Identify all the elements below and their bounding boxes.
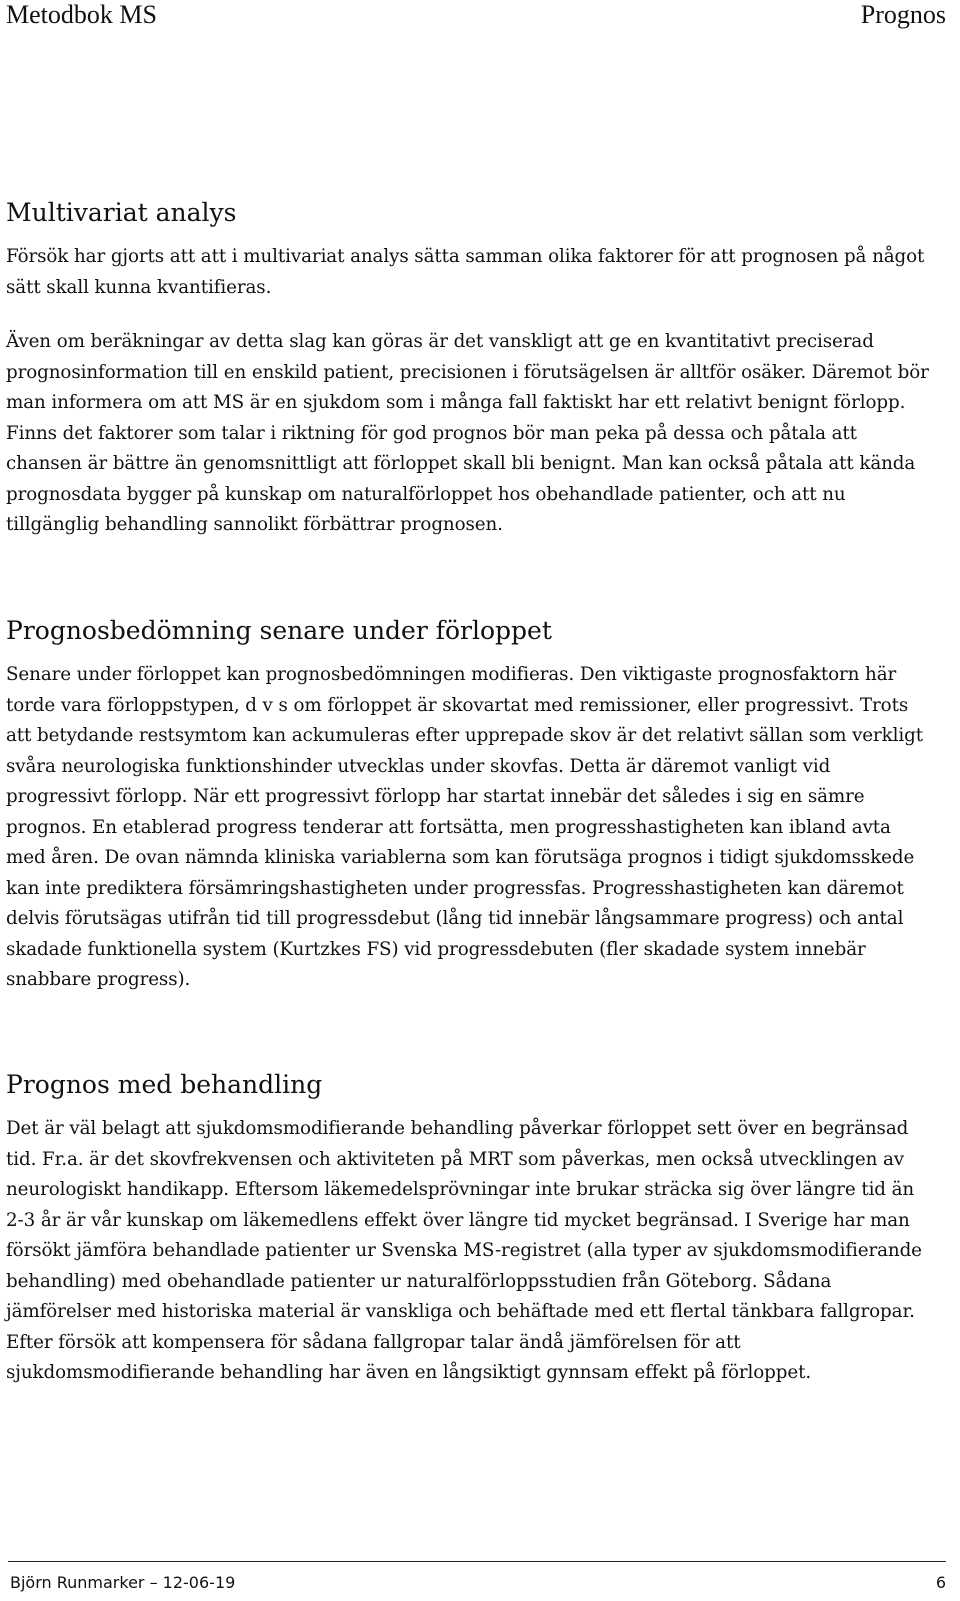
section-multivariat-analys <box>6 196 931 541</box>
section-prognosbedomning <box>6 614 931 996</box>
paragraph: Det är väl belagt att sjukdomsmodifierande behandling påverkar förloppet sett över en begränsad tid. Fr.a. är det skovfrekvensen och aktiviteten på MRT som påverkas, men också utvecklingen av neurologiskt handikapp. Eftersom läkemedelsprövningar inte brukar sträcka sig över längre tid än 2-3 år är vår kunskap om läkemedlens effekt över längre tid mycket begränsad. I Sverige har man försökt jämföra behandlade patienter ur Svenska MS-registret (alla typer av sjukdomsmodifierande behandling) med obehandlade patienter ur naturalförloppsstudien från Göteborg. Sådana jämförelser med historiska material är vanskliga och behäftade med ett flertal tänkbara fallgropar. Efter försök att kompensera för sådana fallgropar talar ändå jämförelsen för att sjukdomsmodifierande behandling har även en långsiktigt gynnsam effekt på förloppet. <box>6 1118 922 1383</box>
section-prognos-med-behandling <box>6 1068 931 1389</box>
section-heading: Multivariat analys <box>6 198 237 227</box>
page-footer <box>10 1572 946 1594</box>
section-heading: Prognosbedömning senare under förloppet <box>6 616 552 645</box>
section-heading: Prognos med behandling <box>6 1070 323 1099</box>
paragraph: Senare under förloppet kan prognosbedömningen modifieras. Den viktigaste prognosfaktorn här torde vara förloppstypen, d v s om förloppet är skovartat med remissioner, eller progressivt. Trots att betydande restsymtom kan ackumuleras efter upprepade skov är det relativt sällan som verkligt svåra neurologiska funktionshinder utvecklas under skovfas. Detta är däremot vanligt vid progressivt förlopp. När ett progressivt förlopp har startat innebär det således i sig en sämre prognos. En etablerad progress tenderar att fortsätta, men progresshastigheten kan ibland avta med åren. De ovan nämnda kliniska variablerna som kan förutsäga prognos i tidigt sjukdomsskede kan inte prediktera försämringshastigheten under progressfas. Progresshastigheten kan däremot delvis förutsägas utifrån tid till progressdebut (lång tid innebär långsammare progress) och antal skadade funktionella system (Kurtzkes FS) vid progressdebuten (fler skadade system innebär snabbare progress). <box>6 664 923 990</box>
header-document-title: Metodbok MS <box>6 0 157 29</box>
footer-divider <box>8 1561 946 1562</box>
header-chapter-title: Prognos <box>860 0 946 29</box>
footer-page-number: 6 <box>935 1573 946 1592</box>
paragraph: Försök har gjorts att att i multivariat analys sätta samman olika faktorer för att prognosen på något sätt skall kunna kvantifieras. <box>6 246 925 298</box>
paragraph: Även om beräkningar av detta slag kan göras är det vanskligt att ge en kvantitativt preciserad prognosinformation till en enskild patient, precisionen i förutsägelsen är alltför osäker. Däremot bör man informera om att MS är en sjukdom som i många fall faktiskt har ett relativt benignt förlopp. Finns det faktorer som talar i riktning för god prognos bör man peka på dessa och påtala att chansen är bättre än genomsnittligt att förloppet skall bli benignt. Man kan också påtala att kända prognosdata bygger på kunskap om naturalförloppet hos obehandlade patienter, och att nu tillgänglig behandling sannolikt förbättrar prognosen. <box>6 331 929 535</box>
page-header <box>6 0 946 38</box>
footer-author-date: Björn Runmarker – 12-06-19 <box>10 1573 236 1592</box>
